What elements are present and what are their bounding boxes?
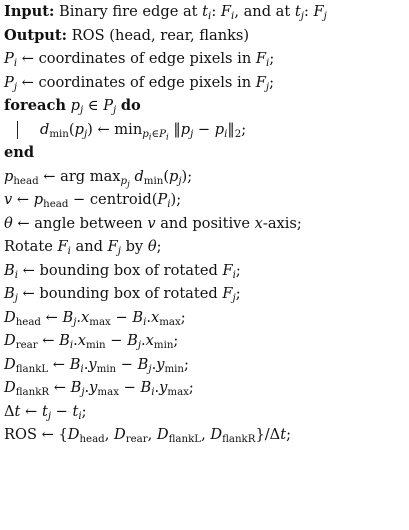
line-dhead: $D_{head}$ ← $B_j.x_{max} - B_i.x_{max}$;: [4, 308, 186, 328]
input-text: Binary fire edge at $t_i$: $F_i$, and at $t_j$: $F_j$: [59, 3, 327, 23]
do-keyword: do: [120, 97, 141, 114]
line-pi: $P_i$ ← coordinates of edge pixels in $F_i$;: [4, 50, 275, 70]
line-pj: $P_j$ ← coordinates of edge pixels in $F_j$;: [4, 73, 275, 93]
input-keyword: Input:: [4, 3, 55, 20]
line-end: [4, 141, 407, 165]
line-v: v ← $p_{head}$ − $centroid(P_i)$;: [4, 191, 182, 211]
line-dmin: $d_{min}(p_j)$ ← $\min_{p_i\in P_i}$ $‖p_j$ − $p_i‖_2$;: [4, 118, 407, 142]
line-drear: $D_{rear}$ ← $B_i.x_{min} - B_j.x_{min}$;: [4, 332, 179, 352]
line-bj: $B_j$ ← bounding box of rotated $F_j$;: [4, 285, 241, 305]
line-ros: ROS ← {$D_{head}$, $D_{rear}$, $D_{flankL}$, $D_{flankR}\}/\Delta t$;: [4, 426, 291, 446]
end-keyword: end: [4, 144, 35, 161]
line-rotate: Rotate $F_i$ and $F_j$ by θ;: [4, 238, 162, 258]
line-dflankr: $D_{flankR}$ ← $B_j.y_{max} - B_i.y_{max}$;: [4, 379, 194, 399]
foreach-keyword: foreach: [4, 97, 66, 114]
output-text: ROS (head, rear, flanks): [71, 26, 250, 44]
input-line: [4, 0, 407, 24]
loop-indent-bar: [17, 121, 18, 139]
output-keyword: Output:: [4, 26, 68, 44]
line-theta: θ ← angle between v and positive x-axis;: [4, 214, 302, 232]
line-dt: Δt ← $t_j - t_i$;: [4, 402, 87, 422]
line-bi: $B_i$ ← bounding box of rotated $F_i$;: [4, 261, 241, 281]
algorithm-block: [4, 0, 407, 447]
line-phead: $p_{head}$ ← arg $\max_{p_j} d_{min}(p_j)$;: [4, 167, 193, 190]
output-line: [4, 24, 407, 48]
line-dflankl: $D_{flankL}$ ← $B_i.y_{min} - B_j.y_{min}$;: [4, 355, 189, 375]
line-foreach: foreach $p_j$ ∈ $P_j$ do: [4, 97, 141, 117]
